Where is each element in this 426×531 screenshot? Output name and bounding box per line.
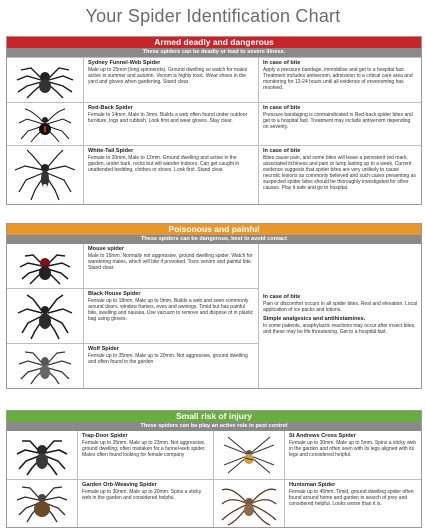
spider-description: Female up to 30mm. Male up to 20mm. Spins a sticky web in the garden and considered helpful. — [82, 489, 202, 501]
spider-icon — [7, 431, 78, 479]
spider-icon — [214, 480, 285, 527]
spider-row — [7, 288, 258, 343]
bite-info — [259, 58, 421, 102]
bite-text: Bites cause pain, and some bites will leave a persistent red mark, associated itchiness and pain or lump lasting up to a week. Current evidence suggests that spider bites are very unlikely to cause necrotic lesions as commonly believed and such cases presenting as suspected spider bites should be thoroughly investigated for other causes. Play it safe and go to hospital. — [263, 155, 416, 191]
spider-row — [7, 145, 421, 204]
spider-name: Wolf Spider — [88, 346, 119, 352]
section-small-risk — [6, 410, 422, 528]
spider-icon — [7, 289, 84, 343]
spider-icon — [7, 103, 84, 145]
bite-info — [259, 146, 421, 204]
section-heading: Poisonous and painful — [7, 224, 421, 235]
page-title: Your Spider Identification Chart — [85, 6, 341, 26]
spider-row — [7, 244, 258, 288]
spider-row — [7, 102, 421, 145]
bite-text: Pain or discomfort occurs in all spider bites. Rest and elevation. Local application of ice packs and lotions. — [263, 301, 417, 313]
spider-cell — [7, 479, 214, 527]
bite-text: Pressure bandaging is contraindicated in Red-back spider bites and get to a hospital fast. Treatment may include antivenom depending on severity. — [263, 112, 413, 130]
bite-title: In case of bite — [263, 148, 301, 154]
spider-info — [78, 431, 213, 479]
spider-name: Mouse spider — [88, 246, 125, 252]
spider-cell — [7, 431, 214, 479]
spider-cell — [214, 431, 421, 479]
spider-info — [84, 103, 259, 145]
section-heading: Small risk of injury — [7, 411, 421, 422]
spider-name: Huntsman Spider — [289, 482, 336, 488]
analgesics-title: Simple analgesics and antihistamines. — [263, 316, 366, 322]
spider-description: Male to 15mm. Normally not aggressive, ground dwelling spider. Watch for wandering males, which will bite if provoked. Toxic venom and painful bite. Stand clear. — [88, 253, 253, 271]
spider-cell — [214, 479, 421, 527]
spider-description: Female up to 45mm. Timid, ground dwelling spider often found around home and garden in search of prey and considered helpful. Looks worse than it is. — [289, 489, 414, 507]
bite-text: Apply a pressure bandage, immobilise and get to a hospital fast. Treatment includes antivenom, admission to a critical care area and monitoring for 12-24 hours until all evidence of envenoming has resolved. — [263, 67, 413, 91]
spider-icon — [7, 344, 84, 388]
spider-description: Female to 20mm, Male to 12mm. Ground dwelling and active in the garden, under bark, rocks but will wander indoors. Can get caught in unattended bedding, clothes or shoes. Look first. Stand clear. — [88, 155, 240, 173]
spider-icon — [7, 146, 84, 204]
spider-info — [84, 344, 259, 388]
spider-name: Red-Back Spider — [88, 105, 133, 111]
spider-name: Trap-Door Spider — [82, 433, 128, 439]
spider-info — [84, 289, 259, 343]
spider-description: Male up to 25mm (long spinnerets). Ground dwelling so watch for males active in summer and autumn. Venom is highly toxic. Wear shoes in the yard and gloves when gardening. Stand clear. — [88, 67, 248, 85]
section-subheading: These spiders can be play an active role in pest control — [7, 422, 421, 431]
spider-row — [7, 343, 258, 388]
section-deadly — [6, 36, 422, 205]
spider-name: Sydney Funnel-Web Spider — [88, 60, 161, 66]
analgesics-text: In some patients, anaphylactic reactions may occur after insect bites, and these may be life threatening. Get to a hospital fast. — [263, 323, 416, 335]
spider-name: Garden Orb-Weaving Spider — [82, 482, 157, 488]
spider-row — [7, 57, 421, 102]
spider-description: Female up to 18mm. Male up to 9mm. Builds a web and seen commonly around doors, window frames, eves and awnings. Timid but has painful bite, swelling and nausea. Use vacuum to remove and dispose of in plastic bag using gloves. — [88, 298, 254, 322]
spider-info — [84, 244, 259, 288]
spider-description: Female to 14mm, Male to 3mm. Builds a web often found under outdoor furniture, logs and rubbish. Look first and wear gloves. Stay clear. — [88, 112, 248, 124]
section-subheading: These spiders can be dangerous, best to avoid contact — [7, 235, 421, 244]
spider-info — [84, 146, 259, 204]
spider-icon — [7, 58, 84, 102]
spider-name: Black House Spider — [88, 291, 141, 297]
section-subheading: These spiders can be deadly or lead to severe illness. — [7, 48, 421, 57]
spider-icon — [7, 480, 78, 527]
spider-description: Female up to 35mm. Male up to 23mm. Not aggressive, ground dwelling, often mistaken for a funnel-web spider. Males often found looking for female company — [82, 440, 206, 458]
section-heading: Armed deadly and dangerous — [7, 37, 421, 48]
spider-info — [78, 480, 213, 527]
spider-description: Female up to 35mm. Male up to 20mm. Not aggressive, ground dwelling and often found in the garden — [88, 353, 248, 365]
spider-info — [285, 431, 421, 479]
bite-title: In case of bite — [263, 60, 301, 66]
spider-name: St Andrews Cross Spider — [289, 433, 356, 439]
bite-title: In case of bite — [263, 294, 301, 300]
spider-icon — [214, 431, 285, 479]
spider-info — [84, 58, 259, 102]
bite-info — [259, 103, 421, 145]
bite-info — [259, 244, 421, 388]
spider-icon — [7, 244, 84, 288]
spider-name: White-Tail Spider — [88, 148, 134, 154]
spider-info — [285, 480, 421, 527]
spider-description: Female up to 30mm. Male up to 5mm. Spins a sticky web in the garden and often seen with its legs aligned with its legs and considered helpful. — [289, 440, 416, 458]
bite-title: In case of bite — [263, 105, 301, 111]
section-poisonous — [6, 223, 422, 389]
